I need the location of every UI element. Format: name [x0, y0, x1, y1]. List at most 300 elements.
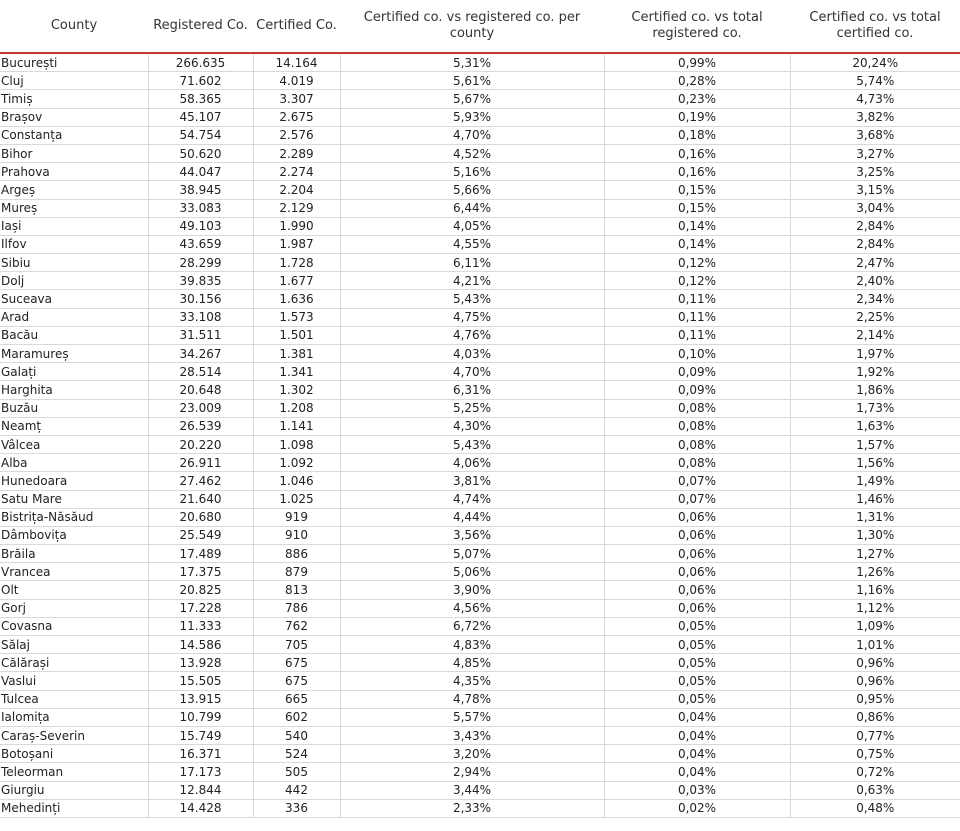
- table-row: [0, 563, 960, 581]
- registered-cell: 21.640: [148, 490, 253, 508]
- vs-total-certified-cell: 1,73%: [790, 399, 960, 417]
- certified-cell: 1.636: [253, 290, 340, 308]
- table-row: [0, 326, 960, 344]
- registered-cell: 14.428: [148, 799, 253, 817]
- table-row: [0, 690, 960, 708]
- ratio-per-county-cell: 3,81%: [340, 472, 604, 490]
- table-row: [0, 472, 960, 490]
- registered-cell: 44.047: [148, 163, 253, 181]
- certified-cell: 879: [253, 563, 340, 581]
- registered-cell: 16.371: [148, 745, 253, 763]
- county-cell: Giurgiu: [0, 781, 148, 799]
- table-row: [0, 435, 960, 453]
- registered-cell: 13.915: [148, 690, 253, 708]
- table-row: [0, 254, 960, 272]
- vs-total-certified-cell: 1,86%: [790, 381, 960, 399]
- county-cell: Gorj: [0, 599, 148, 617]
- table-row: [0, 272, 960, 290]
- registered-cell: 20.680: [148, 508, 253, 526]
- certified-cell: 1.381: [253, 345, 340, 363]
- county-cell: Caraș-Severin: [0, 726, 148, 744]
- ratio-per-county-cell: 4,52%: [340, 144, 604, 162]
- certified-cell: 505: [253, 763, 340, 781]
- vs-total-registered-cell: 0,05%: [604, 617, 790, 635]
- certified-cell: 705: [253, 636, 340, 654]
- vs-total-registered-cell: 0,03%: [604, 781, 790, 799]
- certified-cell: 524: [253, 745, 340, 763]
- certified-cell: 2.675: [253, 108, 340, 126]
- registered-cell: 30.156: [148, 290, 253, 308]
- table-row: [0, 199, 960, 217]
- table-row: [0, 399, 960, 417]
- vs-total-certified-cell: 1,46%: [790, 490, 960, 508]
- vs-total-registered-cell: 0,04%: [604, 708, 790, 726]
- registered-cell: 26.539: [148, 417, 253, 435]
- table-row: [0, 363, 960, 381]
- header-vs-total-registered: Certified co. vs total registered co.: [604, 0, 790, 53]
- certified-cell: 14.164: [253, 53, 340, 72]
- county-cell: Vrancea: [0, 563, 148, 581]
- vs-total-registered-cell: 0,14%: [604, 217, 790, 235]
- certified-cell: 1.990: [253, 217, 340, 235]
- table-row: [0, 72, 960, 90]
- county-cell: Vaslui: [0, 672, 148, 690]
- vs-total-certified-cell: 3,68%: [790, 126, 960, 144]
- ratio-per-county-cell: 5,93%: [340, 108, 604, 126]
- vs-total-certified-cell: 2,40%: [790, 272, 960, 290]
- vs-total-registered-cell: 0,16%: [604, 144, 790, 162]
- table-row: [0, 799, 960, 817]
- certified-cell: 602: [253, 708, 340, 726]
- table-row: [0, 454, 960, 472]
- ratio-per-county-cell: 4,74%: [340, 490, 604, 508]
- registered-cell: 20.648: [148, 381, 253, 399]
- registered-cell: 39.835: [148, 272, 253, 290]
- vs-total-certified-cell: 1,09%: [790, 617, 960, 635]
- registered-cell: 54.754: [148, 126, 253, 144]
- certified-cell: 3.307: [253, 90, 340, 108]
- vs-total-certified-cell: 2,84%: [790, 217, 960, 235]
- vs-total-certified-cell: 1,56%: [790, 454, 960, 472]
- ratio-per-county-cell: 5,31%: [340, 53, 604, 72]
- table-row: [0, 163, 960, 181]
- ratio-per-county-cell: 4,35%: [340, 672, 604, 690]
- vs-total-registered-cell: 0,11%: [604, 290, 790, 308]
- vs-total-registered-cell: 0,19%: [604, 108, 790, 126]
- county-cell: Covasna: [0, 617, 148, 635]
- vs-total-certified-cell: 3,82%: [790, 108, 960, 126]
- registered-cell: 23.009: [148, 399, 253, 417]
- county-cell: Timiș: [0, 90, 148, 108]
- registered-cell: 17.228: [148, 599, 253, 617]
- county-cell: Hunedoara: [0, 472, 148, 490]
- vs-total-certified-cell: 2,47%: [790, 254, 960, 272]
- vs-total-certified-cell: 1,26%: [790, 563, 960, 581]
- certified-cell: 910: [253, 526, 340, 544]
- registered-cell: 10.799: [148, 708, 253, 726]
- table-row: [0, 290, 960, 308]
- registered-cell: 28.514: [148, 363, 253, 381]
- vs-total-registered-cell: 0,06%: [604, 599, 790, 617]
- vs-total-certified-cell: 1,30%: [790, 526, 960, 544]
- county-cell: Brașov: [0, 108, 148, 126]
- vs-total-certified-cell: 1,01%: [790, 636, 960, 654]
- table-row: [0, 726, 960, 744]
- county-cell: Sibiu: [0, 254, 148, 272]
- certified-cell: 442: [253, 781, 340, 799]
- table-row: [0, 345, 960, 363]
- certified-cell: 1.302: [253, 381, 340, 399]
- vs-total-certified-cell: 2,14%: [790, 326, 960, 344]
- vs-total-certified-cell: 0,95%: [790, 690, 960, 708]
- registered-cell: 17.375: [148, 563, 253, 581]
- vs-total-registered-cell: 0,08%: [604, 417, 790, 435]
- ratio-per-county-cell: 5,57%: [340, 708, 604, 726]
- vs-total-certified-cell: 1,16%: [790, 581, 960, 599]
- certified-cell: 1.098: [253, 435, 340, 453]
- certified-cell: 675: [253, 654, 340, 672]
- registered-cell: 20.825: [148, 581, 253, 599]
- certified-cell: 1.728: [253, 254, 340, 272]
- ratio-per-county-cell: 6,31%: [340, 381, 604, 399]
- county-cell: Călărași: [0, 654, 148, 672]
- ratio-per-county-cell: 5,07%: [340, 545, 604, 563]
- county-cell: Mureș: [0, 199, 148, 217]
- table-row: [0, 599, 960, 617]
- ratio-per-county-cell: 4,85%: [340, 654, 604, 672]
- table-row: [0, 781, 960, 799]
- ratio-per-county-cell: 4,56%: [340, 599, 604, 617]
- vs-total-certified-cell: 3,15%: [790, 181, 960, 199]
- ratio-per-county-cell: 4,70%: [340, 363, 604, 381]
- certified-cell: 2.274: [253, 163, 340, 181]
- ratio-per-county-cell: 4,83%: [340, 636, 604, 654]
- vs-total-registered-cell: 0,08%: [604, 454, 790, 472]
- ratio-per-county-cell: 2,33%: [340, 799, 604, 817]
- table-row: [0, 417, 960, 435]
- header-row: [0, 0, 960, 53]
- vs-total-registered-cell: 0,07%: [604, 472, 790, 490]
- ratio-per-county-cell: 6,11%: [340, 254, 604, 272]
- table-row: [0, 144, 960, 162]
- ratio-per-county-cell: 5,16%: [340, 163, 604, 181]
- vs-total-registered-cell: 0,12%: [604, 272, 790, 290]
- vs-total-registered-cell: 0,06%: [604, 508, 790, 526]
- ratio-per-county-cell: 4,75%: [340, 308, 604, 326]
- ratio-per-county-cell: 4,21%: [340, 272, 604, 290]
- certified-cell: 2.204: [253, 181, 340, 199]
- vs-total-certified-cell: 0,75%: [790, 745, 960, 763]
- header-ratio-per-county: Certified co. vs registered co. per county: [340, 0, 604, 53]
- vs-total-registered-cell: 0,06%: [604, 526, 790, 544]
- registered-cell: 15.505: [148, 672, 253, 690]
- ratio-per-county-cell: 6,44%: [340, 199, 604, 217]
- vs-total-certified-cell: 0,86%: [790, 708, 960, 726]
- vs-total-registered-cell: 0,06%: [604, 581, 790, 599]
- vs-total-registered-cell: 0,04%: [604, 726, 790, 744]
- registered-cell: 12.844: [148, 781, 253, 799]
- county-cell: Harghita: [0, 381, 148, 399]
- county-cell: Galați: [0, 363, 148, 381]
- vs-total-registered-cell: 0,23%: [604, 90, 790, 108]
- county-cell: Olt: [0, 581, 148, 599]
- certified-cell: 1.025: [253, 490, 340, 508]
- table-body: [0, 53, 960, 817]
- certified-cell: 1.046: [253, 472, 340, 490]
- county-cell: Prahova: [0, 163, 148, 181]
- vs-total-registered-cell: 0,04%: [604, 763, 790, 781]
- vs-total-registered-cell: 0,15%: [604, 199, 790, 217]
- vs-total-registered-cell: 0,05%: [604, 636, 790, 654]
- county-cell: Tulcea: [0, 690, 148, 708]
- certified-cell: 2.129: [253, 199, 340, 217]
- certified-cell: 1.987: [253, 235, 340, 253]
- ratio-per-county-cell: 3,56%: [340, 526, 604, 544]
- certified-cell: 762: [253, 617, 340, 635]
- header-vs-total-certified: Certified co. vs total certified co.: [790, 0, 960, 53]
- ratio-per-county-cell: 4,78%: [340, 690, 604, 708]
- registered-cell: 49.103: [148, 217, 253, 235]
- vs-total-registered-cell: 0,18%: [604, 126, 790, 144]
- table-row: [0, 90, 960, 108]
- registered-cell: 26.911: [148, 454, 253, 472]
- certified-cell: 540: [253, 726, 340, 744]
- vs-total-registered-cell: 0,11%: [604, 326, 790, 344]
- county-cell: Arad: [0, 308, 148, 326]
- county-cell: Mehedinți: [0, 799, 148, 817]
- certified-cell: 336: [253, 799, 340, 817]
- vs-total-registered-cell: 0,12%: [604, 254, 790, 272]
- vs-total-certified-cell: 1,97%: [790, 345, 960, 363]
- table-row: [0, 672, 960, 690]
- registered-cell: 45.107: [148, 108, 253, 126]
- ratio-per-county-cell: 4,70%: [340, 126, 604, 144]
- certified-cell: 886: [253, 545, 340, 563]
- county-cell: Satu Mare: [0, 490, 148, 508]
- table-row: [0, 617, 960, 635]
- certified-cell: 1.677: [253, 272, 340, 290]
- vs-total-certified-cell: 0,77%: [790, 726, 960, 744]
- county-cell: Neamț: [0, 417, 148, 435]
- certified-cell: 1.341: [253, 363, 340, 381]
- vs-total-registered-cell: 0,04%: [604, 745, 790, 763]
- county-cell: Ilfov: [0, 235, 148, 253]
- registered-cell: 33.108: [148, 308, 253, 326]
- vs-total-registered-cell: 0,16%: [604, 163, 790, 181]
- county-cell: Argeș: [0, 181, 148, 199]
- ratio-per-county-cell: 5,43%: [340, 435, 604, 453]
- county-cell: București: [0, 53, 148, 72]
- table-row: [0, 490, 960, 508]
- vs-total-certified-cell: 1,49%: [790, 472, 960, 490]
- registered-cell: 27.462: [148, 472, 253, 490]
- table-row: [0, 708, 960, 726]
- vs-total-registered-cell: 0,06%: [604, 545, 790, 563]
- vs-total-registered-cell: 0,15%: [604, 181, 790, 199]
- ratio-per-county-cell: 5,67%: [340, 90, 604, 108]
- certified-cell: 919: [253, 508, 340, 526]
- registered-cell: 17.489: [148, 545, 253, 563]
- table-row: [0, 217, 960, 235]
- county-cell: Buzău: [0, 399, 148, 417]
- vs-total-certified-cell: 0,48%: [790, 799, 960, 817]
- ratio-per-county-cell: 4,30%: [340, 417, 604, 435]
- header-county: County: [0, 0, 148, 53]
- vs-total-certified-cell: 1,12%: [790, 599, 960, 617]
- registered-cell: 31.511: [148, 326, 253, 344]
- county-cell: Alba: [0, 454, 148, 472]
- county-cell: Iași: [0, 217, 148, 235]
- table-row: [0, 763, 960, 781]
- county-cell: Vâlcea: [0, 435, 148, 453]
- ratio-per-county-cell: 3,90%: [340, 581, 604, 599]
- registered-cell: 11.333: [148, 617, 253, 635]
- vs-total-certified-cell: 3,27%: [790, 144, 960, 162]
- county-cell: Dâmbovița: [0, 526, 148, 544]
- vs-total-registered-cell: 0,11%: [604, 308, 790, 326]
- table-row: [0, 108, 960, 126]
- ratio-per-county-cell: 4,03%: [340, 345, 604, 363]
- table-row: [0, 53, 960, 72]
- vs-total-registered-cell: 0,05%: [604, 690, 790, 708]
- certified-cell: 665: [253, 690, 340, 708]
- table-row: [0, 381, 960, 399]
- registered-cell: 58.365: [148, 90, 253, 108]
- vs-total-certified-cell: 5,74%: [790, 72, 960, 90]
- vs-total-certified-cell: 1,31%: [790, 508, 960, 526]
- ratio-per-county-cell: 4,55%: [340, 235, 604, 253]
- table-row: [0, 745, 960, 763]
- table-row: [0, 526, 960, 544]
- vs-total-registered-cell: 0,09%: [604, 381, 790, 399]
- registered-cell: 28.299: [148, 254, 253, 272]
- ratio-per-county-cell: 4,05%: [340, 217, 604, 235]
- county-cell: Ialomița: [0, 708, 148, 726]
- certified-cell: 675: [253, 672, 340, 690]
- vs-total-certified-cell: 0,63%: [790, 781, 960, 799]
- vs-total-registered-cell: 0,08%: [604, 399, 790, 417]
- county-cell: Bistrița-Năsăud: [0, 508, 148, 526]
- header-registered: Registered Co.: [148, 0, 253, 53]
- registered-cell: 17.173: [148, 763, 253, 781]
- vs-total-certified-cell: 1,27%: [790, 545, 960, 563]
- county-cell: Sălaj: [0, 636, 148, 654]
- vs-total-certified-cell: 20,24%: [790, 53, 960, 72]
- vs-total-certified-cell: 0,96%: [790, 654, 960, 672]
- table-row: [0, 235, 960, 253]
- registered-cell: 14.586: [148, 636, 253, 654]
- vs-total-registered-cell: 0,06%: [604, 563, 790, 581]
- registered-cell: 266.635: [148, 53, 253, 72]
- certified-cell: 4.019: [253, 72, 340, 90]
- certified-cell: 1.141: [253, 417, 340, 435]
- vs-total-registered-cell: 0,10%: [604, 345, 790, 363]
- ratio-per-county-cell: 5,25%: [340, 399, 604, 417]
- registered-cell: 43.659: [148, 235, 253, 253]
- vs-total-certified-cell: 4,73%: [790, 90, 960, 108]
- table-row: [0, 545, 960, 563]
- ratio-per-county-cell: 5,61%: [340, 72, 604, 90]
- registered-cell: 13.928: [148, 654, 253, 672]
- ratio-per-county-cell: 2,94%: [340, 763, 604, 781]
- registered-cell: 34.267: [148, 345, 253, 363]
- registered-cell: 15.749: [148, 726, 253, 744]
- county-cell: Constanța: [0, 126, 148, 144]
- registered-cell: 71.602: [148, 72, 253, 90]
- ratio-per-county-cell: 3,43%: [340, 726, 604, 744]
- certified-cell: 2.576: [253, 126, 340, 144]
- county-cell: Botoșani: [0, 745, 148, 763]
- county-cell: Teleorman: [0, 763, 148, 781]
- ratio-per-county-cell: 5,43%: [340, 290, 604, 308]
- ratio-per-county-cell: 5,06%: [340, 563, 604, 581]
- ratio-per-county-cell: 3,20%: [340, 745, 604, 763]
- vs-total-certified-cell: 2,25%: [790, 308, 960, 326]
- county-cell: Maramureș: [0, 345, 148, 363]
- ratio-per-county-cell: 6,72%: [340, 617, 604, 635]
- county-cell: Brăila: [0, 545, 148, 563]
- county-cell: Suceava: [0, 290, 148, 308]
- registered-cell: 38.945: [148, 181, 253, 199]
- certified-cell: 1.573: [253, 308, 340, 326]
- table-row: [0, 654, 960, 672]
- registered-cell: 33.083: [148, 199, 253, 217]
- vs-total-certified-cell: 0,96%: [790, 672, 960, 690]
- certified-cell: 786: [253, 599, 340, 617]
- registered-cell: 25.549: [148, 526, 253, 544]
- ratio-per-county-cell: 4,44%: [340, 508, 604, 526]
- vs-total-registered-cell: 0,05%: [604, 672, 790, 690]
- vs-total-registered-cell: 0,08%: [604, 435, 790, 453]
- vs-total-certified-cell: 1,63%: [790, 417, 960, 435]
- table-row: [0, 581, 960, 599]
- table-row: [0, 636, 960, 654]
- county-cell: Bihor: [0, 144, 148, 162]
- certified-cell: 2.289: [253, 144, 340, 162]
- ratio-per-county-cell: 3,44%: [340, 781, 604, 799]
- vs-total-certified-cell: 0,72%: [790, 763, 960, 781]
- ratio-per-county-cell: 5,66%: [340, 181, 604, 199]
- vs-total-registered-cell: 0,28%: [604, 72, 790, 90]
- registered-cell: 20.220: [148, 435, 253, 453]
- certified-cell: 1.501: [253, 326, 340, 344]
- vs-total-certified-cell: 1,92%: [790, 363, 960, 381]
- county-cell: Cluj: [0, 72, 148, 90]
- registered-cell: 50.620: [148, 144, 253, 162]
- table-row: [0, 126, 960, 144]
- vs-total-registered-cell: 0,14%: [604, 235, 790, 253]
- ratio-per-county-cell: 4,76%: [340, 326, 604, 344]
- table-row: [0, 308, 960, 326]
- county-cell: Bacău: [0, 326, 148, 344]
- certified-cell: 1.208: [253, 399, 340, 417]
- ratio-per-county-cell: 4,06%: [340, 454, 604, 472]
- vs-total-registered-cell: 0,99%: [604, 53, 790, 72]
- county-cell: Dolj: [0, 272, 148, 290]
- vs-total-registered-cell: 0,02%: [604, 799, 790, 817]
- vs-total-registered-cell: 0,05%: [604, 654, 790, 672]
- vs-total-certified-cell: 2,84%: [790, 235, 960, 253]
- vs-total-certified-cell: 2,34%: [790, 290, 960, 308]
- table-row: [0, 181, 960, 199]
- vs-total-registered-cell: 0,07%: [604, 490, 790, 508]
- vs-total-certified-cell: 1,57%: [790, 435, 960, 453]
- vs-total-certified-cell: 3,25%: [790, 163, 960, 181]
- table-row: [0, 508, 960, 526]
- certified-cell: 1.092: [253, 454, 340, 472]
- header-certified: Certified Co.: [253, 0, 340, 53]
- certified-cell: 813: [253, 581, 340, 599]
